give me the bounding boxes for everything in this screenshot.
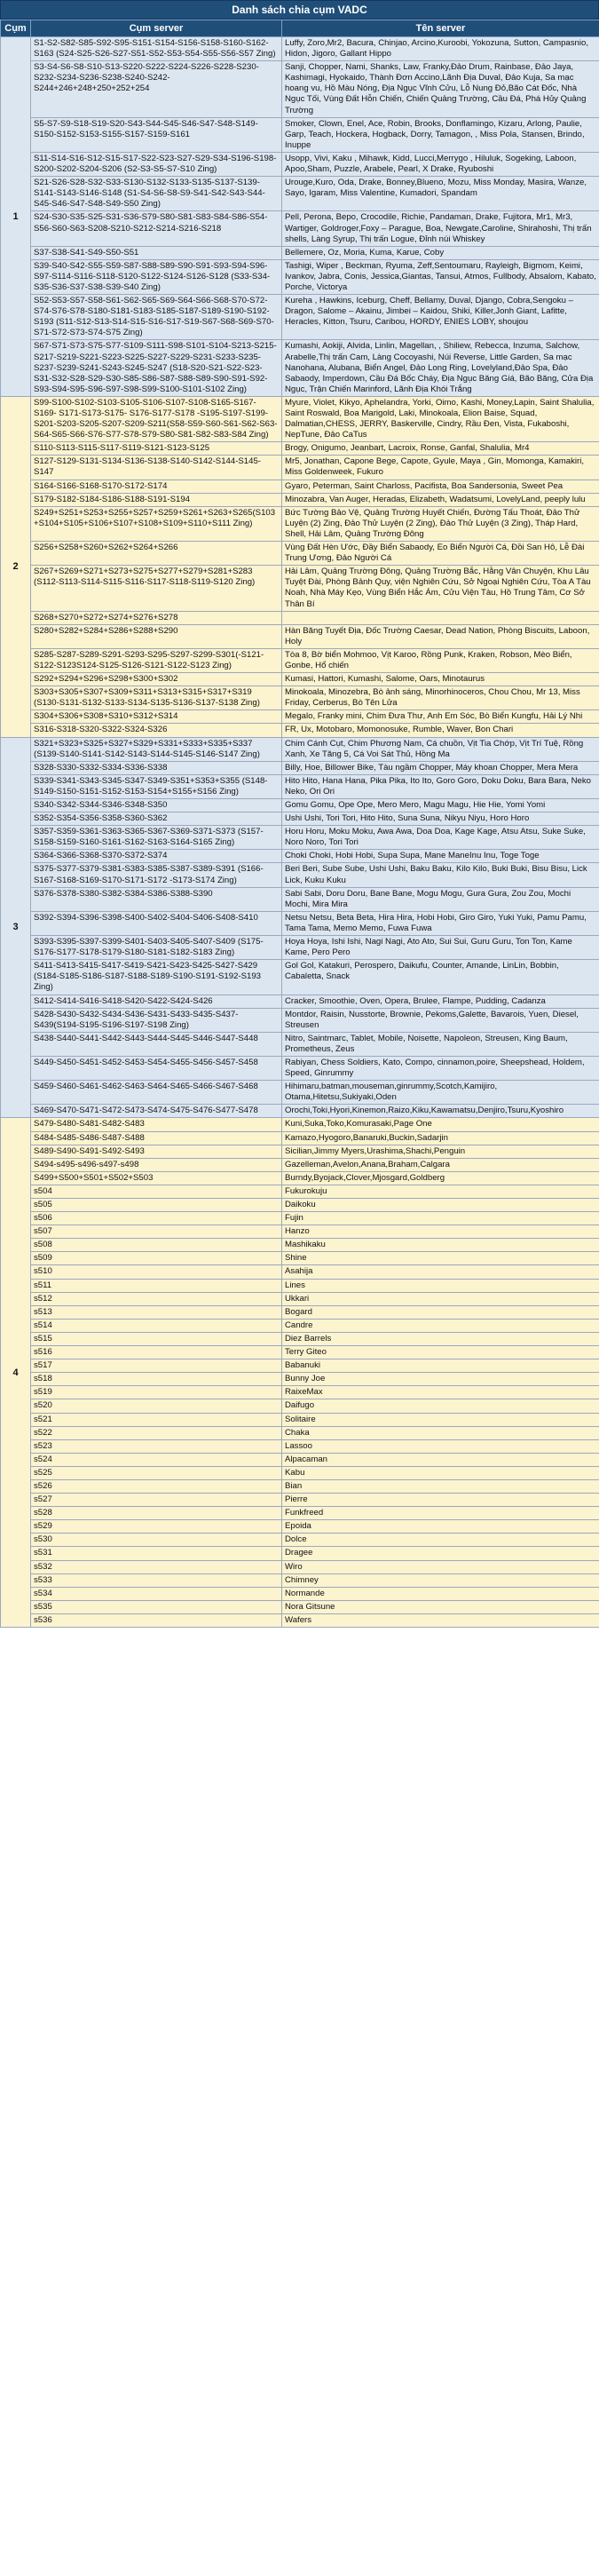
server-list-cell: s504 [31,1185,282,1198]
table-row [1,1199,599,1212]
server-names-cell: Montdor, Raisin, Nusstorte, Brownie, Pekoms,Galette, Bavarois, Yuen, Diesel, Streusen [282,1008,599,1032]
server-names-cell: Pell, Perona, Bepo, Crocodile, Richie, Pandaman, Drake, Fujitora, Mr1, Mr3, Wartiger, Goldroger,Foxy – Parague, Boa, Newgate,Caroline, Shirahoshi, Thị trấn shells, Làng Syrup, Thị trấn Logue, Đỉnh núi Whiskey [282,211,599,246]
server-list-cell: S376-S378-S380-S382-S384-S386-S388-S390 [31,887,282,911]
table-row [1,774,599,798]
server-names-cell: Hải Lâm, Quảng Trường Đông, Quảng Trường Bắc, Hằng Vân Chuyện, Khu Lâu Tuyệt Đài, Phòng Bảnh Quy, viện Nghiên Cứu, Sở Ngoại Nghiên Cứu, Tòa A Tàu Noah, Nhà Máy Kẹo, Vùng Biển Hắc Ám, Cửu Viện Tàu, Hồ Trung Tâm, Cơ Sở Thân Bí [282,566,599,611]
server-names-cell: Netsu Netsu, Beta Beta, Hira Hira, Hobi Hobi, Giro Giro, Yuki Yuki, Pamu Pamu, Tama Tama, Memo Memo, Fuwa Fuwa [282,911,599,935]
server-list-cell: S67-S71-S73-S75-S77-S109-S111-S98-S101-S104-S213-S215-S217-S219-S221-S223-S225-S227-S229-S231-S233-S235-S237-S239-S241-S243-S245-S247 (S18-S20-S21-S22-S23-S31-S32-S28-S29-S30-S85-S86-S87-S88-S89-S90-S91-S92-S93-S94-S95-S96-S97-S98-S99-S100-S101-S102 Zing) [31,340,282,396]
server-list-cell: S292+S294+S296+S298+S300+S302 [31,673,282,686]
server-names-cell: Gol Gol, Katakuri, Perospero, Daikufu, Counter, Amande, LinLin, Bobbin, Cabaletta, Snack [282,960,599,995]
server-names-cell: Kuni,Suka,Toko,Komurasaki,Page One [282,1118,599,1131]
server-list-cell: S428-S430-S432-S434-S436-S431-S433-S435-S437-S439(S194-S195-S196-S197-S198 Zing) [31,1008,282,1032]
server-list-cell: S411-S413-S415-S417-S419-S421-S423-S425-S427-S429 (S184-S185-S186-S187-S188-S189-S190-S191-S192-S193 Zing) [31,960,282,995]
cluster-number-cell: 4 [1,1118,31,1628]
server-names-cell: Kureha , Hawkins, Iceburg, Cheff, Bellamy, Duval, Django, Cobra,Sengoku – Dragon, Salome – Akainu, Jimbei – Kaidou, Shiki, Killer,Jonh Giant, Lafitte, Heracles, Kitton, Tsuru, Caribou, HORDY, ENIES LOBY, shoujou [282,295,599,340]
table-row [1,624,599,648]
table-row [1,648,599,672]
server-list-cell: S339-S341-S343-S345-S347-S349-S351+S353+S355 (S148-S149-S150-S151-S152-S153-S154+S155+S156 Zing) [31,774,282,798]
server-names-cell: Daifugo [282,1399,599,1413]
server-list-cell: S268+S270+S272+S274+S276+S278 [31,611,282,624]
server-list-cell: s513 [31,1305,282,1319]
server-list-cell: s516 [31,1346,282,1359]
table-row [1,37,599,61]
table-row [1,493,599,506]
server-list-cell: s536 [31,1613,282,1627]
table-row [1,1185,599,1198]
server-list-cell: s530 [31,1534,282,1547]
server-list-cell: S392-S394-S396-S398-S400-S402-S404-S406-S408-S410 [31,911,282,935]
table-row [1,863,599,887]
server-list-cell: S11-S14-S16-S12-S15-S17-S22-S23-S27-S29-S34-S196-S198-S200-S202-S204-S206 (S2-S3-S5-S7-S10 Zing) [31,152,282,176]
server-list-cell: s523 [31,1439,282,1453]
server-names-cell: Nora Gitsune [282,1600,599,1613]
table-row [1,295,599,340]
server-names-cell: Tòa 8, Bờ biển Mohmoo, Vịt Karoo, Rồng Punk, Kraken, Robson, Mèo Biển, Gonbe, Hổ chiến [282,648,599,672]
server-names-cell: Urouge,Kuro, Oda, Drake, Bonney,Blueno, Mozu, Miss Monday, Masira, Wanze, Sayo, Igaram, Miss Valentine, Kumadori, Spandam [282,177,599,211]
server-cluster-table [0,20,599,1628]
server-names-cell [282,611,599,624]
server-names-cell: Kamazo,Hyogoro,Banaruki,Buckin,Sadarjin [282,1131,599,1145]
server-names-cell: Candre [282,1319,599,1332]
table-row [1,1081,599,1105]
server-list-cell: s520 [31,1399,282,1413]
server-list-cell: s509 [31,1252,282,1265]
server-names-cell: Asahija [282,1265,599,1279]
table-row [1,1145,599,1158]
table-row [1,211,599,246]
server-list-cell: S494-s495-s496-s497-s498 [31,1158,282,1171]
server-list-cell: s526 [31,1479,282,1493]
server-names-cell: Terry Giteo [282,1346,599,1359]
table-row [1,480,599,493]
server-names-cell: Hanzo [282,1225,599,1239]
server-names-cell: Lassoo [282,1439,599,1453]
server-list-cell: S285-S287-S289-S291-S293-S295-S297-S299-S301(-S121-S122-S123S124-S125-S126-S121-S122-S123 Zing) [31,648,282,672]
table-header-row [1,20,599,37]
table-row [1,1466,599,1479]
server-names-cell: Pierre [282,1494,599,1507]
table-row [1,396,599,441]
server-names-cell: Solitaire [282,1413,599,1426]
server-list-cell: s505 [31,1199,282,1212]
server-list-cell: s531 [31,1547,282,1560]
table-row [1,1212,599,1225]
table-row [1,1494,599,1507]
server-names-cell: Fukurokuju [282,1185,599,1198]
table-row [1,1426,599,1439]
server-names-cell: Ukkari [282,1292,599,1305]
table-row [1,724,599,737]
server-names-cell: Rabiyan, Chess Soldiers, Kato, Compo, cinnamon,poire, Sheepshead, Holdem, Speed, Ginrummy [282,1056,599,1080]
table-row [1,259,599,294]
table-row [1,1032,599,1056]
server-list-cell: S438-S440-S441-S442-S443-S444-S445-S446-S447-S448 [31,1032,282,1056]
table-row [1,1105,599,1118]
server-names-cell: Lines [282,1279,599,1292]
server-list-cell: s533 [31,1573,282,1587]
table-row [1,1479,599,1493]
cluster-number-cell: 2 [1,396,31,737]
table-row [1,1359,599,1373]
server-list-cell: s534 [31,1587,282,1600]
server-list-cell: s515 [31,1332,282,1345]
server-list-cell: s514 [31,1319,282,1332]
server-list-cell: s508 [31,1239,282,1252]
server-list-cell: S375-S377-S379-S381-S383-S385-S387-S389-S391 (S166-S167-S168-S169-S170-S171-S172 -S173-S174 Zing) [31,863,282,887]
table-row [1,1613,599,1627]
server-names-cell: Babanuki [282,1359,599,1373]
cluster-number-cell: 1 [1,37,31,397]
server-names-cell: RaixeMax [282,1386,599,1399]
server-names-cell: Ushi Ushi, Tori Tori, Hito Hito, Suna Suna, Nikyu Niyu, Horo Horo [282,812,599,826]
server-names-cell: Normande [282,1587,599,1600]
server-list-cell: s528 [31,1507,282,1520]
server-list-cell: S52-S53-S57-S58-S61-S62-S65-S69-S64-S66-S68-S70-S72-S74-S76-S78-S180-S181-S183-S185-S187-S189-S190-S192-S193 (S11-S12-S13-S14-S15-S16-S17-S19-S67-S68-S69-S70-S71-S72-S73-S74-S75 Zing) [31,295,282,340]
table-row [1,340,599,396]
server-list-cell: s512 [31,1292,282,1305]
server-names-cell: Bunny Joe [282,1373,599,1386]
server-names-cell: Hoya Hoya, Ishi Ishi, Nagi Nagi, Ato Ato, Sui Sui, Guru Guru, Ton Ton, Kame Kame, Pero Pero [282,936,599,960]
server-list-cell: s507 [31,1225,282,1239]
server-names-cell: Diez Barrels [282,1332,599,1345]
server-names-cell: Kabu [282,1466,599,1479]
table-row [1,1346,599,1359]
table-row [1,1265,599,1279]
server-names-cell: Burndy,Byojack,Clover,Mjosgard,Goldberg [282,1171,599,1185]
server-list-cell: S179-S182-S184-S186-S188-S191-S194 [31,493,282,506]
server-list-cell: s529 [31,1520,282,1534]
server-list-cell: S352-S354-S356-S358-S360-S362 [31,812,282,826]
server-list-cell: S459-S460-S461-S462-S463-S464-S465-S466-S467-S468 [31,1081,282,1105]
server-list-cell: s517 [31,1359,282,1373]
table-row [1,1373,599,1386]
server-names-cell: Smoker, Clown, Enel, Ace, Robin, Brooks, Donflamingo, Kizaru, Arlong, Paulie, Garp, Teach, Hockera, Hogback, Dorry, Tamagon, , Miss Pola, Stansen, Brindo, Inuppe [282,117,599,152]
server-list-cell: S256+S258+S260+S262+S264+S266 [31,542,282,566]
table-row [1,799,599,812]
table-row [1,1600,599,1613]
table-row [1,1573,599,1587]
server-list-cell: S164-S166-S168-S170-S172-S174 [31,480,282,493]
server-list-cell: S5-S7-S9-S18-S19-S20-S43-S44-S45-S46-S47-S48-S149-S150-S152-S153-S155-S157-S159-S161 [31,117,282,152]
server-names-cell: Tashigi, Wiper , Beckman, Ryuma, Zeff,Sentoumaru, Rayleigh, Bigmom, Keimi, Ivankov, Jabra, Conis, Jessica,Giantas, Tansui, Atmos, Fullbody, Absalom, Kabato, Porche, Victorya [282,259,599,294]
server-list-cell: s524 [31,1453,282,1466]
table-row [1,1507,599,1520]
server-names-cell: Mr5, Jonathan, Capone Bege, Capote, Gyule, Maya , Gin, Momonga, Kamakiri, Miss Goldenweek, Fukuro [282,456,599,480]
table-row [1,1399,599,1413]
server-names-cell: Nitro, Saintmarc, Tablet, Mobile, Noisette, Napoleon, Streusen, King Baum, Prometheus, Zeus [282,1032,599,1056]
table-row [1,1386,599,1399]
table-row [1,1292,599,1305]
server-names-cell: Gomu Gomu, Ope Ope, Mero Mero, Magu Magu, Hie Hie, Yomi Yomi [282,799,599,812]
server-names-cell: Bellemere, Oz, Moria, Kuma, Karue, Coby [282,246,599,259]
table-row [1,456,599,480]
server-names-cell: Myure, Violet, Kikyo, Aphelandra, Yorki, Oimo, Kashi, Money,Lapin, Saint Shalulia, Saint Roswald, Boa Marigold, Laki, Minokoala, Elion Baise, Squad, Dalmatian,CHESS, JERRY, Baskerville, Cindry, Rầu Đen, Vista, Fukaboshi, NepTune, Đảo CaTus [282,396,599,441]
server-names-cell: Hihimaru,batman,mouseman,ginrummy,Scotch,Kamijiro, Otama,Hitetsu,Sukiyaki,Oden [282,1081,599,1105]
server-names-cell: Luffy, Zoro,Mr2, Bacura, Chinjao, Arcino,Kuroobi, Yokozuna, Sutton, Campasnio, Hidon, Jigoro, Gallant Hippo [282,37,599,61]
server-names-cell: Gyaro, Peterman, Saint Charloss, Pacifista, Boa Sandersonia, Sweet Pea [282,480,599,493]
server-names-cell: Sabi Sabi, Doru Doru, Bane Bane, Mogu Mogu, Gura Gura, Zou Zou, Mochi Mochi, Mira Mira [282,887,599,911]
server-list-cell: s506 [31,1212,282,1225]
cluster-number-cell: 3 [1,737,31,1118]
server-list-cell: S39-S40-S42-S55-S59-S87-S88-S89-S90-S91-S93-S94-S96-S97-S114-S116-S118-S120-S122-S124-S126-S128 (S33-S34-S35-S36-S37-S38-S39-S40 Zing) [31,259,282,294]
sheet-title: Danh sách chia cụm VADC [0,0,599,20]
table-row [1,566,599,611]
table-row [1,1319,599,1332]
table-body [1,37,599,1628]
server-list-cell: s535 [31,1600,282,1613]
table-row [1,1587,599,1600]
server-list-cell: S249+S251+S253+S255+S257+S259+S261+S263+S265(S103+S104+S105+S106+S107+S108+S109+S110+S111 Zing) [31,506,282,541]
table-row [1,1171,599,1185]
server-names-cell: Horu Horu, Moku Moku, Awa Awa, Doa Doa, Kage Kage, Atsu Atsu, Suke Suke, Noro Noro, Tori Tori [282,826,599,850]
server-names-cell: Funkfreed [282,1507,599,1520]
server-names-cell: Kumashi, Aokiji, Alvida, Linlin, Magellan, , Shiliew, Rebecca, Inzuma, Salchow, Arabelle,Thị trấn Cam, Làng Cocoyashi, Núi Reverse, Little Garden, Sa mạc Nanohana, Alubana, Biển Angel, Đảo Long Ring, Lovelyland,Đảo Spa, Đảo Sabaody, Imperdown, Cầu Đá Bốc Cháy, Địa Ngục Băng Giá, Bão Băng, Cửa Địa Ngục, Trận Chiến Marinford, Lãnh Địa Khói Trắng [282,340,599,396]
server-list-cell: S316-S318-S320-S322-S324-S326 [31,724,282,737]
server-names-cell: Gazelleman,Avelon,Anana,Braham,Calgara [282,1158,599,1171]
server-list-cell: S357-S359-S361-S363-S365-S367-S369-S371-S373 (S157-S158-S159-S160-S161-S162-S163-S164-S165 Zing) [31,826,282,850]
table-row [1,152,599,176]
server-list-cell: S37-S38-S41-S49-S50-S51 [31,246,282,259]
server-list-cell: S21-S26-S28-S32-S33-S130-S132-S133-S135-S137-S139-S141-S143-S146-S148 (S1-S4-S6-S8-S9-S41-S42-S43-S44-S45-S46-S47-S48-S49-S50 Zing) [31,177,282,211]
server-list-cell: S110-S113-S115-S117-S119-S121-S123-S125 [31,442,282,456]
table-row [1,1439,599,1453]
server-list-cell: s518 [31,1373,282,1386]
table-row [1,826,599,850]
server-list-cell: S99-S100-S102-S103-S105-S106-S107-S108-S165-S167-S169- S171-S173-S175- S176-S177-S178 -S195-S197-S199-S201-S203-S205-S207-S209-S211(S58-S59-S60-S61-S62-S63-S64-S65-S66-S76-S77-S78-S79-S80-S81-S82-S83-S84 Zing) [31,396,282,441]
table-row [1,442,599,456]
server-list-cell: S303+S305+S307+S309+S311+S313+S315+S317+S319 (S130-S131-S132-S133-S134-S135-S136-S137-S138 Zing) [31,686,282,710]
table-row [1,1453,599,1466]
server-names-cell: Orochi,Toki,Hyori,Kinemon,Raizo,Kiku,Kawamatsu,Denjiro,Tsuru,Kyoshiro [282,1105,599,1118]
server-list-cell: S489-S490-S491-S492-S493 [31,1145,282,1158]
server-list-cell: S328-S330-S332-S334-S336-S338 [31,761,282,774]
server-names-cell: Wiro [282,1560,599,1573]
server-names-cell: Sanji, Chopper, Nami, Shanks, Law, Franky,Đảo Drum, Rainbase, Đảo Jaya, Kashimagi, Hyokaido, Thành Đơn Accino,Lãnh Địa Duval, Đảo Kuja, Sa mạc hoang vu, Hồ Màu Nóng, Địa Ngục Vĩnh Cửu, Lỗ Nung Đỏ,Bão Cát Đốc, Nhà Ngục Tối, Vùng Đất Hỗn Chiến, Chiến Quảng Trường, Cầu Đá, Phá Hủy Quảng Trường [282,61,599,117]
table-row [1,1131,599,1145]
server-names-cell: FR, Ux, Motobaro, Momonosuke, Rumble, Waver, Bon Chari [282,724,599,737]
table-row [1,1520,599,1534]
server-names-cell: Shine [282,1252,599,1265]
table-row [1,1252,599,1265]
server-names-cell: Wafers [282,1613,599,1627]
server-names-cell: Alpacaman [282,1453,599,1466]
server-names-cell: Beri Beri, Sube Sube, Ushi Ushi, Baku Baku, Kilo Kilo, Buki Buki, Bisu Bisu, Lick Lick, Kuku Kuku [282,863,599,887]
server-list-cell: S479-S480-S481-S482-S483 [31,1118,282,1131]
table-row [1,117,599,152]
server-list-cell: s521 [31,1413,282,1426]
table-row [1,686,599,710]
header-ten-server: Tên server [282,20,599,37]
table-row [1,1239,599,1252]
server-names-cell: Chim Cánh Cụt, Chim Phương Nam, Cá chuồn, Vịt Tia Chớp, Vịt Trí Tuệ, Rồng Xanh, Xe Tăng 5, Cá Voi Sát Thủ, Hồng Ma [282,737,599,761]
server-names-cell: Sicilian,Jimmy Myers,Urashima,Shachi,Penguin [282,1145,599,1158]
server-list-cell: s527 [31,1494,282,1507]
server-list-cell: S393-S395-S397-S399-S401-S403-S405-S407-S409 (S175-S176-S177-S178-S179-S180-S181-S182-S183 Zing) [31,936,282,960]
server-names-cell: Hàn Băng Tuyết Địa, Đốc Trường Caesar, Dead Nation, Phòng Biscuits, Laboon, Holy [282,624,599,648]
server-names-cell: Bian [282,1479,599,1493]
table-row [1,61,599,117]
table-row [1,936,599,960]
server-list-cell: S340-S342-S344-S346-S348-S350 [31,799,282,812]
server-list-cell: S499+S500+S501+S502+S503 [31,1171,282,1185]
server-names-cell: Choki Choki, Hobi Hobi, Supa Supa, Mane ManeInu Inu, Toge Toge [282,850,599,863]
table-row [1,1560,599,1573]
server-list-cell: S304+S306+S308+S310+S312+S314 [31,710,282,724]
server-names-cell: Dragee [282,1547,599,1560]
server-list-cell: S321+S323+S325+S327+S329+S331+S333+S335+S337 (S139-S140-S141-S142-S143-S144-S145-S146-S147 Zing) [31,737,282,761]
server-names-cell: Mashikaku [282,1239,599,1252]
server-list-cell: S1-S2-S82-S85-S92-S95-S151-S154-S156-S158-S160-S162-S163 (S24-S25-S26-S27-S51-S52-S53-S54-S55-S56-S57 Zing) [31,37,282,61]
header-cum-server: Cụm server [31,20,282,37]
server-names-cell: Chimney [282,1573,599,1587]
table-row [1,673,599,686]
table-row [1,611,599,624]
server-names-cell: Bức Tường Bảo Vệ, Quảng Trường Huyết Chiến, Đường Tấu Thoát, Đảo Thử Luyện (2) Zing, Đảo Thử Luyện (2 Zing), Đảo Thử Luyện (3 Zing), Tháp Hard, Shell, Hải Lâm, Quảng Trường Đông [282,506,599,541]
server-names-cell: Daikoku [282,1199,599,1212]
table-row [1,1332,599,1345]
table-row [1,850,599,863]
table-row [1,710,599,724]
server-names-cell: Minokoala, Minozebra, Bò ảnh sáng, Minorhinoceros, Chou Chou, Mr 13, Miss Friday, Cerberus, Bò Tên Lửa [282,686,599,710]
table-row [1,1305,599,1319]
table-row [1,1118,599,1131]
server-list-cell: S449-S450-S451-S452-S453-S454-S455-S456-S457-S458 [31,1056,282,1080]
server-names-cell: Dolce [282,1534,599,1547]
server-list-cell: s525 [31,1466,282,1479]
server-list-cell: S24-S30-S35-S25-S31-S36-S79-S80-S81-S83-S84-S86-S54-S56-S60-S63-S208-S210-S212-S214-S216-S218 [31,211,282,246]
table-row [1,1534,599,1547]
server-list-cell: s519 [31,1386,282,1399]
server-names-cell: Cracker, Smoothie, Oven, Opera, Brulee, Flampe, Pudding, Cadanza [282,995,599,1008]
server-list-cell: S364-S366-S368-S370-S372-S374 [31,850,282,863]
table-row [1,1158,599,1171]
header-cum: Cụm [1,20,31,37]
table-row [1,506,599,541]
server-names-cell: Bogard [282,1305,599,1319]
table-row [1,761,599,774]
table-row [1,812,599,826]
table-row [1,737,599,761]
table-row [1,542,599,566]
table-row [1,246,599,259]
server-names-cell: Minozabra, Van Auger, Heradas, Elizabeth, Wadatsumi, LovelyLand, peeply lulu [282,493,599,506]
server-list-cell: S484-S485-S486-S487-S488 [31,1131,282,1145]
table-row [1,1413,599,1426]
server-list-cell: S267+S269+S271+S273+S275+S277+S279+S281+S283 (S112-S113-S114-S115-S116-S117-S118-S119-S120 Zing) [31,566,282,611]
server-list-cell: S3-S4-S6-S8-S10-S13-S220-S222-S224-S226-S228-S230-S232-S234-S236-S238-S240-S242-S244+246+248+250+252+254 [31,61,282,117]
table-row [1,1225,599,1239]
server-names-cell: Kumasi, Hattori, Kumashi, Salome, Oars, Minotaurus [282,673,599,686]
table-row [1,1008,599,1032]
server-list-cell: s532 [31,1560,282,1573]
server-names-cell: Brogy, Onigumo, Jeanbart, Lacroix, Ronse, Ganfal, Shalulia, Mr4 [282,442,599,456]
server-names-cell: Usopp, Vivi, Kaku , Mihawk, Kidd, Lucci,Merrygo , Hiluluk, Sogeking, Laboon, Apoo,Sham, Puzzle, Arabele, Pearl, X Drake, Ryuboshi [282,152,599,176]
table-row [1,1547,599,1560]
server-list-cell: S469-S470-S471-S472-S473-S474-S475-S476-S477-S478 [31,1105,282,1118]
server-names-cell: Billy, Hoe, Billower Bike, Tàu ngầm Chopper, Máy khoan Chopper, Mera Mera [282,761,599,774]
server-list-cell: S280+S282+S284+S286+S288+S290 [31,624,282,648]
table-row [1,911,599,935]
server-list-cell: s522 [31,1426,282,1439]
server-names-cell: Hito Hito, Hana Hana, Pika Pika, Ito Ito, Goro Goro, Doku Doku, Bara Bara, Neko Neko, Ori Ori [282,774,599,798]
server-names-cell: Fujin [282,1212,599,1225]
table-row [1,177,599,211]
table-row [1,995,599,1008]
table-row [1,1056,599,1080]
table-row [1,887,599,911]
server-list-cell: S127-S129-S131-S134-S136-S138-S140-S142-S144-S145-S147 [31,456,282,480]
table-row [1,1279,599,1292]
table-row [1,960,599,995]
server-list-cell: s510 [31,1265,282,1279]
server-names-cell: Megalo, Franky mini, Chim Đưa Thư, Anh Em Sóc, Bò Biển Kungfu, Hải Lý Nhi [282,710,599,724]
server-names-cell: Epoida [282,1520,599,1534]
server-list-cell: s511 [31,1279,282,1292]
server-names-cell: Chaka [282,1426,599,1439]
server-list-cell: S412-S414-S416-S418-S420-S422-S424-S426 [31,995,282,1008]
server-names-cell: Vùng Đất Hèn Ước, Đầy Biển Sabaody, Eo Biển Người Cá, Đồi San Hô, Lễ Đài Trung Ương, Đảo Người Cá [282,542,599,566]
